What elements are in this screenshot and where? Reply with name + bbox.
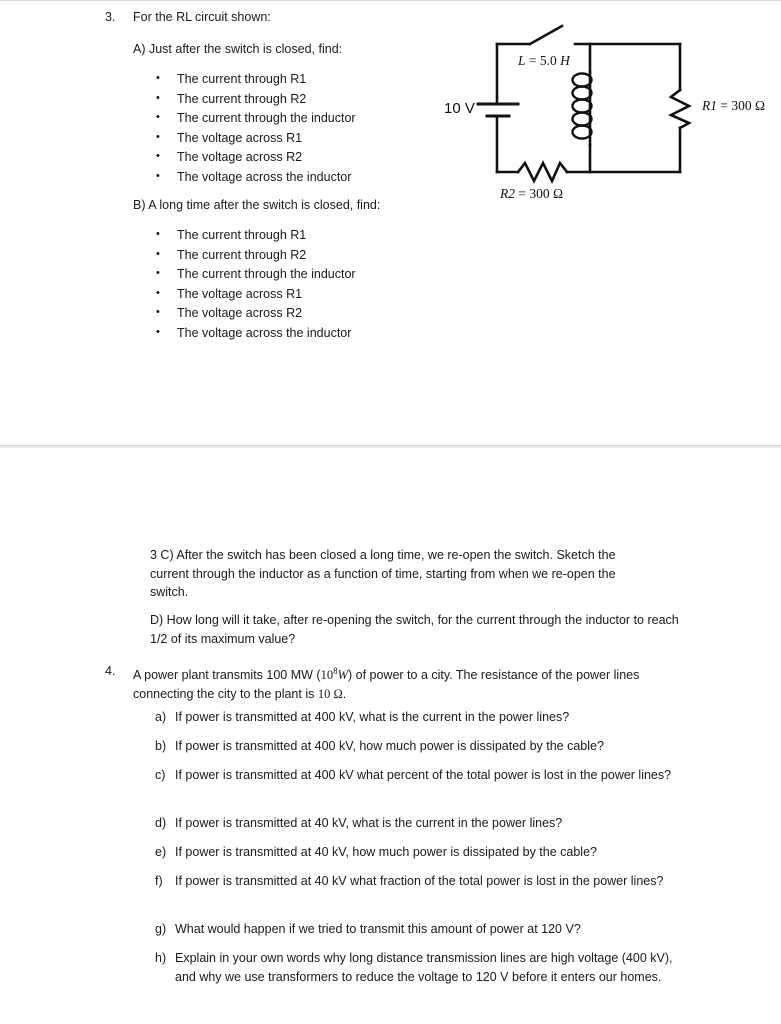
switch-blade bbox=[530, 26, 562, 44]
r2-label bbox=[500, 186, 563, 202]
item-letter: g) bbox=[155, 922, 167, 936]
item-text: If power is transmitted at 400 kV, what is the current in the power lines? bbox=[175, 710, 570, 724]
question-4-stem bbox=[133, 662, 691, 703]
item-text: If power is transmitted at 400 kV, how much power is dissipated by the cable? bbox=[175, 739, 604, 753]
stem-base: 10 bbox=[320, 668, 334, 683]
r2-symbol: R2 bbox=[500, 186, 515, 201]
coil-loop bbox=[573, 113, 592, 126]
page-divider-shadow bbox=[0, 446, 781, 448]
question-3-prompt: For the RL circuit shown: bbox=[133, 10, 271, 24]
inductor-symbol: L bbox=[518, 53, 526, 68]
r1-value: = 300 bbox=[717, 98, 755, 113]
list-item: • The voltage across the inductor bbox=[155, 168, 356, 188]
stem-end: . bbox=[342, 686, 347, 701]
question-4-item-b bbox=[155, 737, 675, 756]
r1-label bbox=[702, 98, 765, 114]
stem-part2: ) of power to a city. The resistance of the power lines connecting the city to the plant is bbox=[133, 668, 640, 701]
stem-part1: A power plant transmits 100 MW ( bbox=[133, 668, 321, 683]
list-item: • The voltage across the inductor bbox=[155, 324, 356, 344]
item-letter: b) bbox=[155, 739, 167, 753]
question-3-partC-text: 3 C) After the switch has been closed a long time, we re-open the switch. Sketch the current through the inductor as a function of time, starting from when we re-open the switch. bbox=[150, 548, 616, 599]
page-top-edge bbox=[0, 0, 781, 1]
question-3-partB-heading: B) A long time after the switch is closed, find: bbox=[133, 198, 381, 212]
list-item: • The current through R1 bbox=[155, 226, 356, 246]
question-4-item-d bbox=[155, 814, 675, 833]
r1-unit: Ω bbox=[755, 98, 766, 113]
list-item: • The current through the inductor bbox=[155, 265, 356, 285]
item-letter: e) bbox=[155, 845, 167, 859]
item-text: If power is transmitted at 40 kV, what is the current in the power lines? bbox=[175, 816, 563, 830]
inductor-unit: H bbox=[560, 53, 570, 68]
item-letter: d) bbox=[155, 816, 167, 830]
r2-unit: Ω bbox=[553, 186, 564, 201]
resistor-r2-symbol bbox=[518, 163, 567, 181]
question-4-item-g bbox=[155, 920, 675, 939]
question-4-item-h bbox=[155, 949, 677, 987]
r2-value: = 300 bbox=[515, 186, 553, 201]
item-letter: a) bbox=[155, 710, 167, 724]
r1-symbol: R1 bbox=[702, 98, 717, 113]
stem-unit: W bbox=[337, 668, 348, 683]
rl-circuit-diagram bbox=[430, 20, 781, 215]
item-text: Explain in your own words why long distance transmission lines are high voltage (400 kV), and why we use transformers to reduce the voltage to 120 V before it enters our homes. bbox=[175, 951, 673, 984]
coil-loop bbox=[573, 100, 592, 113]
inductor-value: = 5.0 bbox=[525, 53, 561, 68]
list-item: • The voltage across R2 bbox=[155, 304, 356, 324]
question-4-item-c bbox=[155, 766, 680, 785]
question-4-item-e bbox=[155, 843, 675, 862]
stem-resistance-unit: Ω bbox=[333, 686, 343, 701]
partB-bullet-list bbox=[155, 226, 356, 343]
partA-bullet-list bbox=[155, 70, 356, 187]
item-text: If power is transmitted at 400 kV what percent of the total power is lost in the power lines? bbox=[175, 768, 672, 782]
inductor-coil bbox=[573, 74, 592, 139]
list-item: • The current through the inductor bbox=[155, 109, 356, 129]
coil-loop bbox=[573, 126, 592, 139]
question-3-partA-heading: A) Just after the switch is closed, find: bbox=[133, 42, 343, 56]
circuit-svg bbox=[430, 20, 781, 215]
list-item: • The current through R2 bbox=[155, 246, 356, 266]
inductor-label bbox=[518, 53, 570, 69]
item-letter: h) bbox=[155, 951, 167, 965]
list-item: • The voltage across R2 bbox=[155, 148, 356, 168]
item-text: What would happen if we tried to transmit this amount of power at 120 V? bbox=[175, 922, 581, 936]
stem-resistance: 10 bbox=[317, 686, 334, 701]
item-text: If power is transmitted at 40 kV, how much power is dissipated by the cable? bbox=[175, 845, 597, 859]
question-4-number: 4. bbox=[105, 664, 116, 678]
list-item: • The current through R1 bbox=[155, 70, 356, 90]
coil-loop bbox=[573, 74, 592, 87]
stem-exponent: 8 bbox=[333, 666, 338, 676]
list-item: • The voltage across R1 bbox=[155, 285, 356, 305]
question-4-item-f bbox=[155, 872, 673, 891]
resistor-r1-symbol bbox=[671, 90, 689, 128]
battery-voltage-label: 10 V bbox=[444, 100, 475, 117]
question-3-partD-text: D) How long will it take, after re-opening the switch, for the current through the inductor to reach 1/2 of its maximum value? bbox=[150, 613, 679, 646]
item-letter: f) bbox=[155, 874, 163, 888]
item-letter: c) bbox=[155, 768, 166, 782]
coil-loop bbox=[573, 87, 592, 100]
question-4-item-a bbox=[155, 708, 675, 727]
item-text: If power is transmitted at 40 kV what fraction of the total power is lost in the power lines? bbox=[175, 874, 664, 888]
list-item: • The current through R2 bbox=[155, 90, 356, 110]
question-3-number: 3. bbox=[105, 10, 116, 24]
list-item: • The voltage across R1 bbox=[155, 129, 356, 149]
